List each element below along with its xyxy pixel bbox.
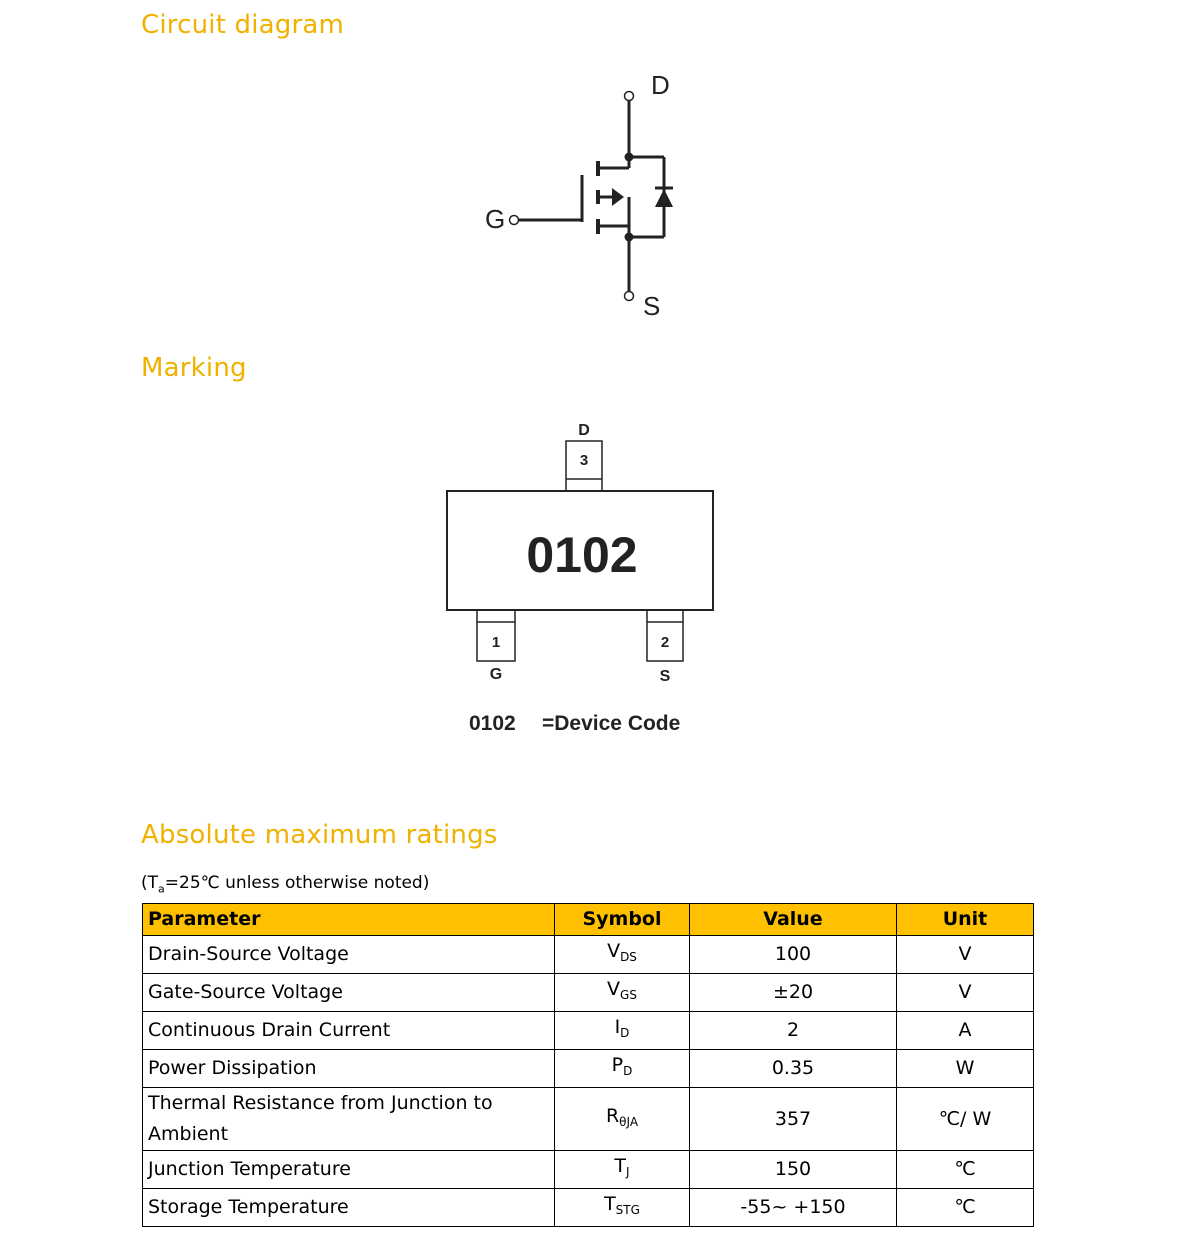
unit-cell: ℃ (897, 1189, 1034, 1227)
pin1-number: 1 (491, 634, 501, 651)
pin3-number: 3 (579, 452, 589, 469)
symbol-cell: $I_D$ (555, 1012, 690, 1050)
value-cell: 100 (690, 936, 897, 974)
value-cell: 357 (690, 1088, 897, 1151)
parameter-cell: Thermal Resistance from Junction to Ambient (143, 1088, 555, 1151)
drain-terminal (625, 92, 634, 101)
device-code-legend-code: 0102 (469, 712, 516, 735)
marking-code: 0102 (526, 527, 638, 583)
unit-cell: V (897, 936, 1034, 974)
value-cell: ±20 (690, 974, 897, 1012)
unit-cell: ℃/ W (897, 1088, 1034, 1151)
symbol-cell: $T_J$ (555, 1151, 690, 1189)
pin2-label: S (659, 668, 671, 685)
table-row (143, 936, 1034, 974)
symbol-cell: $R_{\theta JA}$ (555, 1088, 690, 1151)
header-parameter: Parameter (143, 904, 555, 936)
source-label: S (643, 291, 661, 321)
gate-label: G (485, 204, 506, 234)
marking-heading: Marking (141, 353, 247, 383)
header-unit: Unit (897, 904, 1034, 936)
table-row (143, 1012, 1034, 1050)
channel-arrow-icon (612, 188, 624, 206)
mosfet-circuit-diagram (470, 60, 710, 330)
parameter-cell: Gate-Source Voltage (143, 974, 555, 1012)
parameter-cell: Continuous Drain Current (143, 1012, 555, 1050)
device-code-legend-text: =Device Code (542, 712, 681, 735)
symbol-cell: $V_{GS}$ (555, 974, 690, 1012)
table-row (143, 1151, 1034, 1189)
table-row (143, 1088, 1034, 1151)
body-diode-icon (655, 189, 673, 207)
gate-terminal (510, 216, 519, 225)
sot23-marking-diagram (430, 410, 730, 740)
drain-label: D (651, 70, 670, 100)
symbol-cell: $T_{STG}$ (555, 1189, 690, 1227)
unit-cell: A (897, 1012, 1034, 1050)
absolute-max-ratings-heading: Absolute maximum ratings (141, 820, 498, 850)
pin2-number: 2 (660, 634, 670, 651)
pin3-label: D (578, 422, 590, 439)
parameter-cell: Drain-Source Voltage (143, 936, 555, 974)
unit-cell: W (897, 1050, 1034, 1088)
value-cell: 150 (690, 1151, 897, 1189)
value-cell: 0.35 (690, 1050, 897, 1088)
parameter-cell: Power Dissipation (143, 1050, 555, 1088)
conditions-note: ($T_a=25℃$ unless otherwise noted) (141, 873, 430, 896)
value-cell: -55~ +150 (690, 1189, 897, 1227)
unit-cell: V (897, 974, 1034, 1012)
table-row (143, 974, 1034, 1012)
header-symbol: Symbol (555, 904, 690, 936)
table-row (143, 1189, 1034, 1227)
unit-cell: ℃ (897, 1151, 1034, 1189)
pin1-label: G (489, 666, 503, 683)
circuit-diagram-heading: Circuit diagram (141, 10, 345, 40)
symbol-cell: $V_{DS}$ (555, 936, 690, 974)
symbol-cell: $P_D$ (555, 1050, 690, 1088)
table-row (143, 1050, 1034, 1088)
table-header-row (143, 904, 1034, 936)
value-cell: 2 (690, 1012, 897, 1050)
header-value: Value (690, 904, 897, 936)
source-terminal (625, 292, 634, 301)
ratings-table (142, 903, 1034, 1227)
parameter-cell: Junction Temperature (143, 1151, 555, 1189)
parameter-cell: Storage Temperature (143, 1189, 555, 1227)
